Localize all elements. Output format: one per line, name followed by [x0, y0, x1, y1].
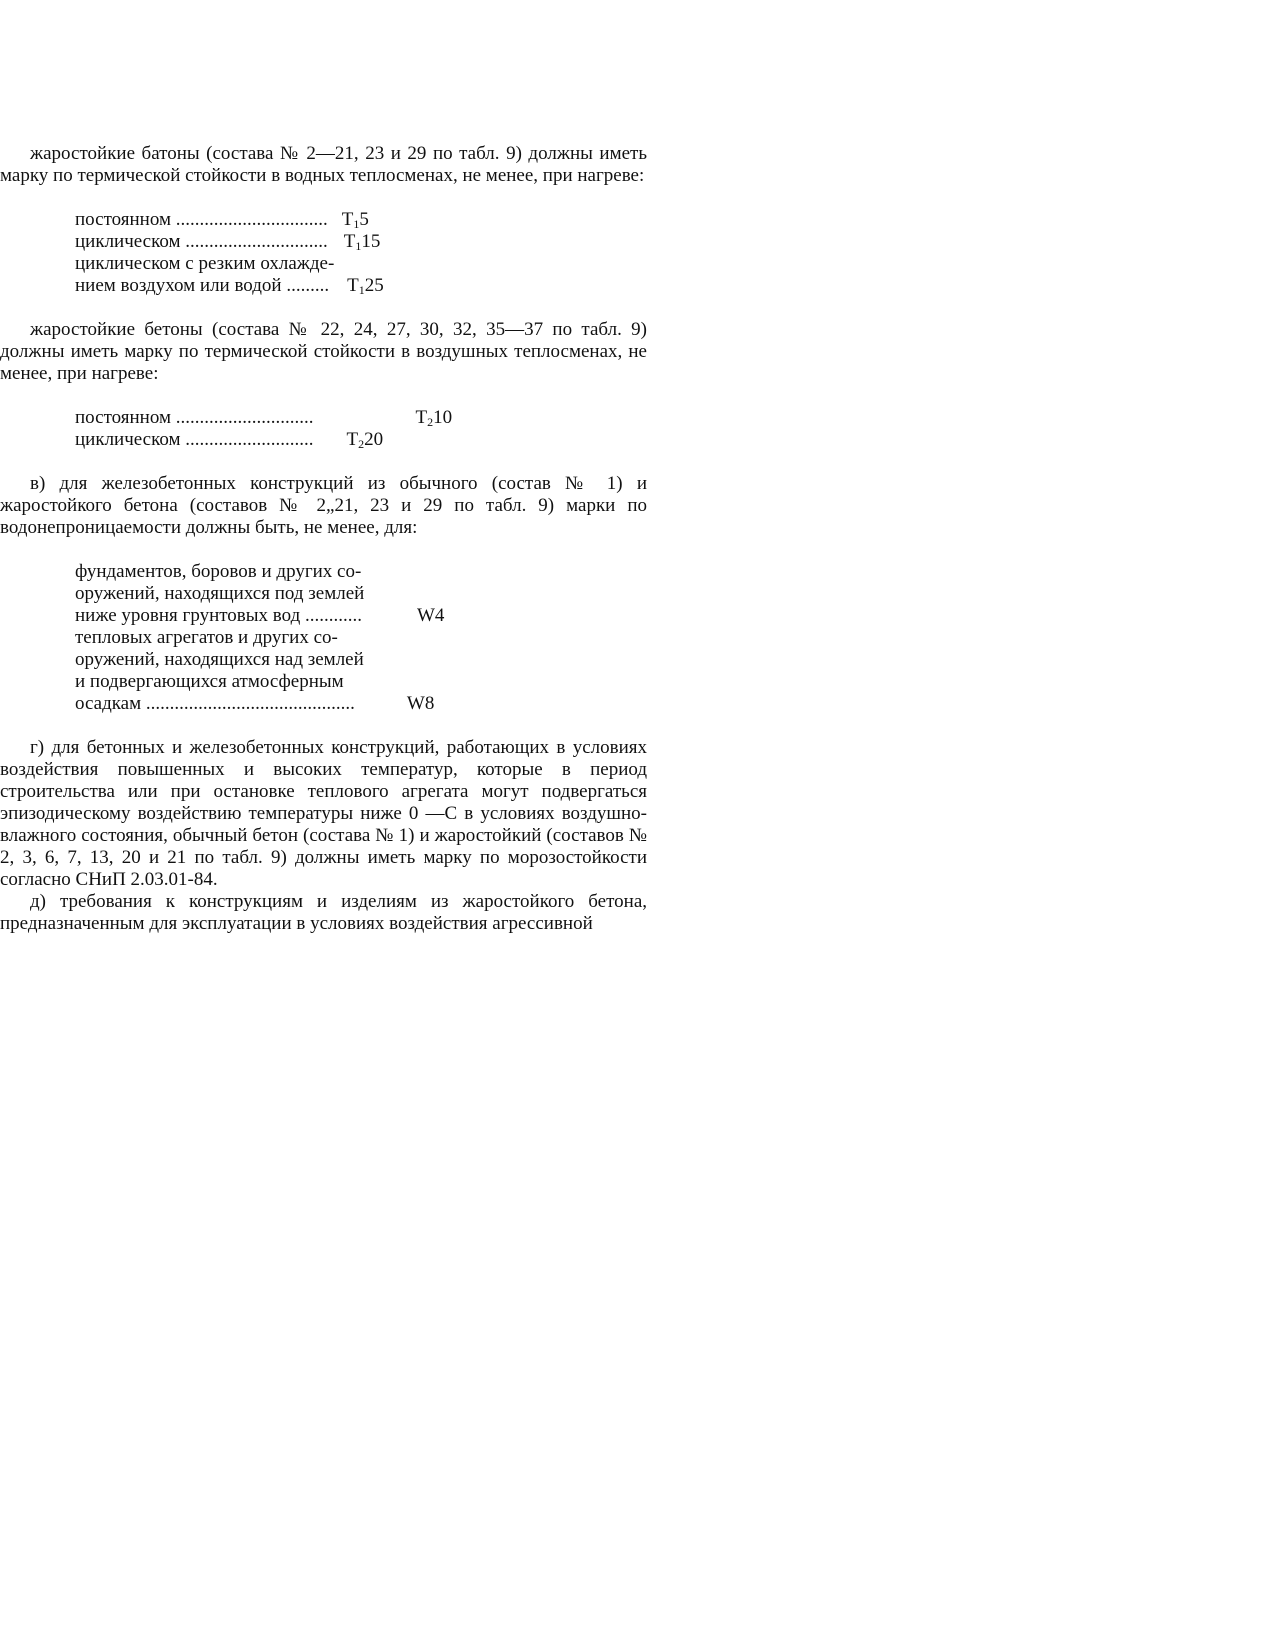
document-page — [0, 143, 647, 935]
list-item-label: осадкам ............................................ — [75, 693, 355, 714]
list-water-thermal-grades — [0, 209, 647, 297]
list-item — [75, 407, 647, 429]
list-item-label: фундаментов, боровов и других со- — [75, 561, 362, 582]
list-item-label: оружений, находящихся над землей — [75, 649, 364, 670]
list-item-label: циклическом с резким охлажде- — [75, 253, 335, 274]
list-item-value: $T_210$ — [415, 407, 453, 429]
spacer — [0, 297, 647, 319]
list-item-value: $T_125$ — [347, 275, 384, 297]
paragraph-waterproof: в) для железобетонных конструкций из обычного (состав № 1) и жаростойкого бетона (составов № 2„21, 23 и 29 по табл. 9) марки по водонепроницаемости должны быть, не менее, для: — [0, 473, 647, 538]
spacer — [0, 715, 647, 737]
list-item — [75, 671, 647, 693]
paragraph-aggressive-env: д) требования к конструкциям и изделиям из жаростойкого бетона, предназначенным для эксплуатации в условиях воздействия агрессивной — [0, 891, 647, 934]
list-item — [75, 649, 647, 671]
paragraph-frost-resistance: г) для бетонных и железобетонных конструкций, работающих в условиях воздействия повышенных и высоких температур, которые в период строительства или при остановке теплового агрегата могут подвергаться эпизодическому воздействию температуры ниже 0 —С в условиях воздушно-влажного состояния, обычный бетон (состава № 1) и жаростойкий (составов № 2, 3, 6, 7, 13, 20 и 21 по табл. 9) должны иметь марку по морозостойкости согласно СНиП 2.03.01-84. — [0, 737, 647, 890]
list-waterproof-grades — [0, 561, 647, 715]
list-item-label: ниже уровня грунтовых вод ............ — [75, 605, 362, 626]
list-item — [75, 275, 647, 297]
list-item-value: $T_115$ — [343, 231, 381, 253]
paragraph-thermal-air: жаростойкие бетоны (состава № 22, 24, 27, 30, 32, 35—37 по табл. 9) должны иметь марку по термической стойкости в воздушных теплосменах, не менее, при нагреве: — [0, 319, 647, 384]
list-item-value: $T_220$ — [346, 429, 384, 451]
list-item — [75, 429, 647, 451]
list-item — [75, 561, 647, 583]
spacer — [0, 451, 647, 473]
list-item-label: оружений, находящихся под землей — [75, 583, 365, 604]
spacer — [0, 385, 647, 407]
list-item — [75, 583, 647, 605]
spacer — [0, 539, 647, 561]
list-item-label: и подвергающихся атмосферным — [75, 671, 344, 692]
list-item — [75, 693, 647, 715]
list-item — [75, 253, 647, 275]
list-item-label: постоянном ................................ — [75, 209, 328, 230]
list-item — [75, 231, 647, 253]
list-item-label: тепловых агрегатов и других со- — [75, 627, 338, 648]
paragraph-thermal-water: жаростойкие батоны (состава № 2—21, 23 и 29 по табл. 9) должны иметь марку по термической стойкости в водных теплосменах, не менее, при нагреве: — [0, 143, 647, 186]
list-item-label: нием воздухом или водой ......... — [75, 275, 330, 296]
list-item-label: постоянном ............................. — [75, 407, 314, 428]
list-item-value: $T_15$ — [341, 209, 369, 231]
spacer — [0, 187, 647, 209]
list-item — [75, 605, 647, 627]
list-item-value: W4 — [417, 605, 445, 626]
list-air-thermal-grades — [0, 407, 647, 451]
list-item-label: циклическом .............................. — [75, 231, 328, 252]
list-item — [75, 627, 647, 649]
list-item-label: циклическом ........................... — [75, 429, 314, 450]
list-item-value: W8 — [406, 693, 435, 714]
list-item — [75, 209, 647, 231]
